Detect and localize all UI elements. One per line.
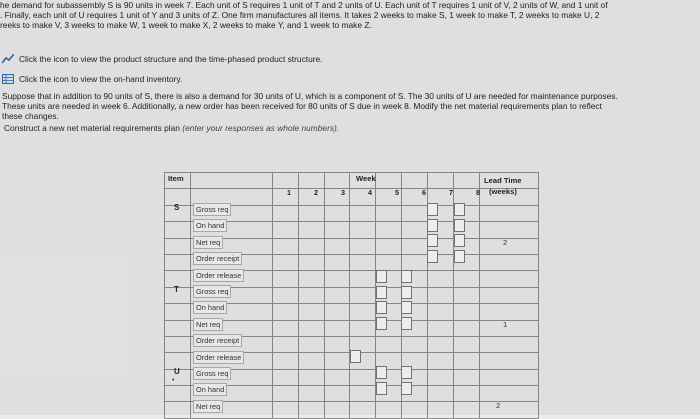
grid-cell	[165, 402, 191, 418]
grid-cell	[298, 287, 324, 303]
grid-cell	[298, 238, 324, 254]
grid-cell	[350, 271, 376, 287]
entry-box[interactable]	[427, 203, 438, 216]
instruction-note: (enter your responses as whole numbers).	[182, 123, 340, 133]
grid-cell	[324, 336, 350, 352]
grid-cell	[324, 369, 350, 385]
chart-icon[interactable]	[2, 54, 14, 64]
grid-cell	[376, 222, 402, 238]
grid-cell	[298, 254, 324, 270]
instruction-text: Construct a new net material requirements plan	[4, 123, 180, 133]
grid-cell	[402, 254, 428, 270]
grid-cell	[298, 336, 324, 352]
inventory-link-row[interactable]	[2, 74, 182, 84]
scenario-line: these changes.	[2, 110, 59, 121]
grid-cell	[272, 238, 298, 254]
grid-cell	[402, 173, 428, 189]
grid-cell	[480, 287, 539, 303]
inventory-link-text[interactable]: Click the icon to view the on-hand inventory.	[19, 74, 183, 84]
entry-box[interactable]	[427, 234, 438, 247]
row-label: Gross req	[193, 367, 231, 380]
entry-box[interactable]	[454, 250, 465, 263]
lead-header-sub: (weeks)	[489, 187, 517, 196]
grid-cell	[165, 304, 191, 320]
lead-time-value: 1	[503, 319, 508, 329]
grid-cell	[272, 320, 298, 336]
week-number: 4	[368, 188, 372, 197]
grid-cell	[324, 173, 350, 189]
entry-box[interactable]	[376, 382, 387, 395]
problem-line: reeks to make V, 3 weeks to make W, 1 week to make X, 2 weeks to make Y, and 1 week to make Z.	[0, 20, 372, 31]
week-number: 2	[314, 188, 318, 197]
grid-cell	[428, 402, 454, 418]
entry-box[interactable]	[427, 219, 438, 232]
week-number: 7	[449, 188, 453, 197]
grid-cell	[376, 238, 402, 254]
row-label: Net req	[193, 236, 223, 249]
grid-cell	[350, 287, 376, 303]
grid-cell	[190, 173, 272, 189]
grid-cell	[428, 320, 454, 336]
grid-cell	[298, 205, 324, 221]
scenario-text	[2, 91, 700, 120]
grid-cell	[350, 238, 376, 254]
grid-cell	[272, 222, 298, 238]
grid-cell	[428, 287, 454, 303]
grid-cell	[298, 304, 324, 320]
grid-cell	[298, 222, 324, 238]
grid-cell	[454, 402, 480, 418]
grid-cell	[350, 369, 376, 385]
grid-cell	[272, 173, 298, 189]
grid-cell	[298, 189, 324, 205]
instruction	[4, 123, 339, 133]
item-code: S	[174, 203, 180, 212]
grid-cell	[165, 222, 191, 238]
item-code: U	[174, 367, 180, 376]
entry-box[interactable]	[376, 366, 387, 379]
grid-cell	[324, 353, 350, 369]
structure-link-text[interactable]: Click the icon to view the product structure and the time-phased product structure.	[19, 54, 323, 64]
entry-box[interactable]	[401, 270, 412, 283]
grid-cell	[480, 238, 539, 254]
week-header: Week	[356, 174, 376, 183]
entry-box[interactable]	[376, 286, 387, 299]
grid-cell	[324, 189, 350, 205]
entry-box[interactable]	[401, 286, 412, 299]
entry-box[interactable]	[401, 366, 412, 379]
row-label: On hand	[193, 219, 227, 232]
grid-row	[165, 173, 539, 189]
row-label: On hand	[193, 301, 227, 314]
grid-cell	[298, 402, 324, 418]
row-label: Gross req	[193, 285, 231, 298]
grid-cell	[402, 402, 428, 418]
grid-cell	[480, 254, 539, 270]
grid-cell	[324, 205, 350, 221]
grid-cell	[480, 386, 539, 402]
grid-cell	[324, 386, 350, 402]
grid-cell	[480, 271, 539, 287]
grid-cell	[454, 336, 480, 352]
grid-cell	[428, 369, 454, 385]
grid-cell	[350, 254, 376, 270]
grid-cell	[454, 353, 480, 369]
scenario-line: Suppose that in addition to 90 units of S, there is also a demand for 30 units of U, which is a component of S. The 30 units of U are needed for maintenance purposes.	[2, 91, 618, 101]
grid-cell	[324, 238, 350, 254]
row-label: Gross req	[193, 203, 231, 216]
grid-cell	[428, 336, 454, 352]
scenario-line: These units are needed in week 6. Additionally, a new order has been received for 80 units of S due in week 8. Modify the net material requirements plan to reflect	[2, 100, 602, 111]
row-label: Order receipt	[193, 334, 242, 347]
week-number: 1	[287, 188, 291, 197]
grid-cell	[376, 254, 402, 270]
row-label: Order receipt	[193, 252, 242, 265]
problem-text	[0, 0, 700, 31]
grid-cell	[454, 369, 480, 385]
item-header: Item	[168, 174, 184, 183]
grid-cell	[324, 320, 350, 336]
grid-cell	[402, 336, 428, 352]
grid-cell	[428, 386, 454, 402]
entry-box[interactable]	[454, 234, 465, 247]
grid-cell	[298, 353, 324, 369]
grid-cell	[298, 369, 324, 385]
week-number: 5	[395, 188, 399, 197]
grid-cell	[298, 386, 324, 402]
grid-cell	[298, 271, 324, 287]
entry-box[interactable]	[401, 382, 412, 395]
grid-cell	[454, 304, 480, 320]
grid-cell	[454, 271, 480, 287]
grid-cell	[480, 369, 539, 385]
entry-box[interactable]	[376, 270, 387, 283]
entry-box[interactable]	[454, 203, 465, 216]
grid-cell	[402, 205, 428, 221]
bullet: •	[172, 377, 175, 384]
structure-link-row[interactable]	[2, 54, 323, 64]
partial-lead: 2	[496, 401, 501, 410]
entry-box[interactable]	[376, 301, 387, 314]
grid-cell	[350, 386, 376, 402]
grid-cell	[480, 353, 539, 369]
grid-cell	[402, 222, 428, 238]
grid-cell	[376, 205, 402, 221]
grid-cell	[272, 353, 298, 369]
grid-cell	[272, 205, 298, 221]
grid-cell	[454, 287, 480, 303]
grid-cell	[272, 386, 298, 402]
grid-cell	[350, 222, 376, 238]
grid-cell	[298, 173, 324, 189]
grid-cell	[428, 173, 454, 189]
grid-cell	[454, 173, 480, 189]
row-label: Order release	[193, 269, 244, 282]
week-number: 6	[422, 188, 426, 197]
row-label: Net req	[193, 400, 223, 413]
grid-cell	[428, 353, 454, 369]
problem-line: . Finally, each unit of U requires 1 unit of Y and 3 units of Z. One firm manufactures all items. It takes 2 weeks to make S, 1 week to make T, 2 weeks to make U, 2	[0, 10, 600, 21]
grid-cell	[428, 304, 454, 320]
grid-cell	[402, 238, 428, 254]
grid-cell	[350, 189, 376, 205]
grid-cell	[480, 320, 539, 336]
grid-cell	[272, 254, 298, 270]
grid-cell	[480, 304, 539, 320]
grid-cell	[272, 271, 298, 287]
grid-cell	[376, 336, 402, 352]
table-icon[interactable]	[2, 74, 14, 84]
grid-cell	[272, 369, 298, 385]
entry-box[interactable]	[454, 219, 465, 232]
grid-cell	[165, 238, 191, 254]
entry-box[interactable]	[401, 317, 412, 330]
grid-cell	[272, 336, 298, 352]
problem-line: he demand for subassembly S is 90 units in week 7. Each unit of S requires 1 unit of T and 2 units of U. Each unit of T requires 1 unit of V, 2 units of W, and 1 unit of	[0, 0, 608, 10]
grid-cell	[480, 402, 539, 418]
grid-cell	[324, 271, 350, 287]
grid-cell	[324, 222, 350, 238]
grid-cell	[298, 320, 324, 336]
item-code: T	[174, 285, 179, 294]
grid-cell	[454, 386, 480, 402]
grid-cell	[324, 254, 350, 270]
grid-cell	[272, 189, 298, 205]
entry-box[interactable]	[350, 350, 361, 363]
row-label: Order release	[193, 351, 244, 364]
lead-header: Lead Time	[484, 176, 522, 185]
grid-cell	[165, 254, 191, 270]
grid-cell	[376, 173, 402, 189]
grid-cell	[350, 320, 376, 336]
entry-box[interactable]	[376, 317, 387, 330]
grid-cell	[480, 336, 539, 352]
week-number: 8	[476, 188, 480, 197]
grid-cell	[324, 402, 350, 418]
grid-cell	[376, 402, 402, 418]
grid-cell	[454, 320, 480, 336]
grid-cell	[272, 287, 298, 303]
grid-cell	[324, 304, 350, 320]
grid-cell	[272, 304, 298, 320]
grid-cell	[480, 205, 539, 221]
grid-cell	[350, 205, 376, 221]
grid-cell	[480, 222, 539, 238]
week-number: 3	[341, 188, 345, 197]
grid-cell	[350, 402, 376, 418]
grid-cell	[350, 304, 376, 320]
entry-box[interactable]	[401, 301, 412, 314]
grid-cell	[165, 320, 191, 336]
lead-time-value: 2	[503, 237, 508, 247]
row-label: On hand	[193, 383, 227, 396]
grid-cell	[272, 402, 298, 418]
grid-cell	[324, 287, 350, 303]
grid-cell	[165, 336, 191, 352]
grid-cell	[428, 271, 454, 287]
entry-box[interactable]	[427, 250, 438, 263]
grid-cell	[165, 386, 191, 402]
row-label: Net req	[193, 318, 223, 331]
